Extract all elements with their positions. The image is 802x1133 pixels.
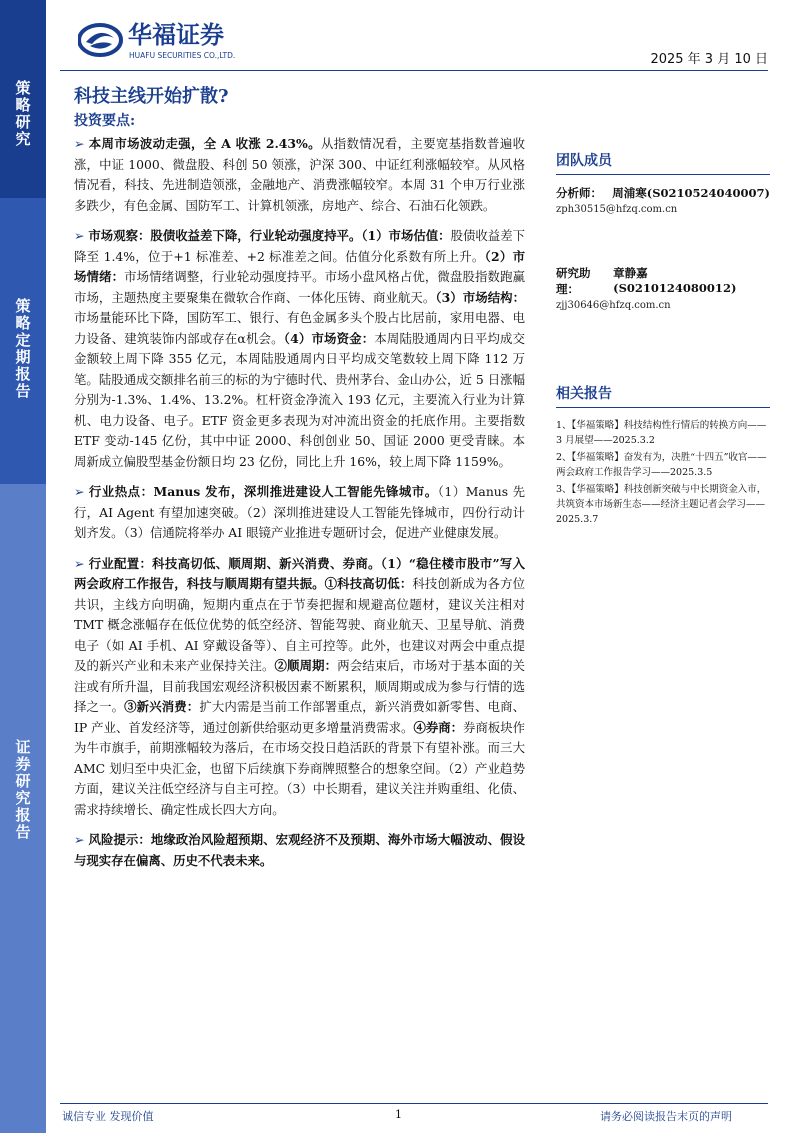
paragraph-subhead: ③新兴消费： (124, 699, 200, 714)
team-heading: 团队成员 (556, 150, 770, 175)
paragraph-industry-hotspot (74, 482, 525, 544)
sidebar-label-report: 证券研究报告 (13, 739, 32, 841)
company-logo (78, 18, 288, 64)
report-title: 科技主线开始扩散? (74, 86, 229, 107)
logo-name-cn: 华福证券 (128, 21, 224, 49)
header-divider (60, 70, 768, 71)
footer-disclaimer: 请务必阅读报告末页的声明 (600, 1110, 732, 1123)
paragraph-lead: 风险提示：地缘政治风险超预期、宏观经济不及预期、海外市场大幅波动、假设与现实存在偏离、历史不代表未来。 (74, 832, 525, 868)
paragraph-lead: 行业热点：Manus 发布，深圳推进建设人工智能先锋城市。 (88, 484, 438, 499)
paragraph-lead: 本周市场波动走强，全 A 收涨 2.43%。 (88, 136, 321, 151)
paragraph-subhead: （4）市场资金： (283, 330, 375, 346)
paragraph-subhead: （2）市场情绪： (74, 248, 525, 284)
member-role: 研究助理： (556, 266, 591, 296)
paragraph-text: 扩大内需是当前工作部署重点，新兴消费如新零售、电商、IP 产业、首发经济等，通过创新供给驱动更多增量消费需求。 (74, 699, 526, 735)
sidebar-segment-category (0, 0, 46, 198)
related-reports-heading: 相关报告 (556, 383, 770, 408)
paragraph-subhead: ④券商： (413, 719, 464, 735)
sidebar-label-type: 策略定期报告 (13, 298, 32, 400)
report-subtitle: 投资要点: (74, 113, 136, 129)
paragraph-lead: 行业配置：科技高切低、顺周期、新兴消费、券商。（1）“稳住楼市股市”写入两会政府工作报告，科技与顺周期有望共振。①科技高切低： (74, 555, 525, 591)
right-column (556, 150, 770, 529)
sidebar (0, 0, 46, 1133)
paragraph-market-observation (74, 226, 525, 472)
member-name: 周浦寒(S0210524040007) (612, 186, 770, 200)
sidebar-segment-report (0, 484, 46, 1133)
paragraph-text: 两会结束后，市场对于基本面的关注或有所升温，目前我国宏观经济积极因素不断累积，顺周期或成为参与行情的选择之一。 (74, 658, 526, 714)
bullet-arrow-icon: ➢ (74, 228, 85, 243)
bullet-arrow-icon: ➢ (74, 555, 85, 571)
team-member (556, 185, 770, 215)
bullet-arrow-icon: ➢ (74, 832, 85, 847)
member-role: 分析师： (556, 186, 602, 200)
sidebar-segment-type (0, 198, 46, 484)
paragraph-text: 券商板块作为牛市旗手，前期涨幅较为落后，在市场交投日趋活跃的背景下有望补涨。而三大 AMC 划归至中央汇金，也留下后续旗下券商牌照整合的想象空间。（2）产业趋势方面，建议关注低空经济与自主可控。（3）中长期看，建议关注并购重组、化债、需求持续增长、确定性成长四大方向。 (74, 719, 526, 817)
sidebar-label-category: 策略研究 (13, 80, 32, 148)
paragraph-text: 市场情绪调整，行业轮动强度持平。市场小盘风格占优，微盘股指数跑赢市场，主题热度主要聚集在微软合作商、一体化压铸、商业航天。 (74, 269, 526, 305)
logo-name-en: HUAFU SECURITIES CO.,LTD. (129, 51, 236, 60)
paragraph-subhead: ②顺周期： (274, 658, 338, 673)
member-email[interactable]: zjj30646@hfzq.com.cn (556, 300, 671, 311)
paragraph-text: 从指数情况看，主要宽基指数普遍收涨，中证 1000、微盘股、科创 50 领涨，沪深 300、中证红利涨幅较窄。从风格情况看，科技、先进制造领涨，金融地产、消费涨幅较窄。本周 31 个申万行业涨多跌少，有色金属、国防军工、计算机领涨，房地产、综合、石油石化领跌。 (74, 136, 526, 213)
bullet-arrow-icon: ➢ (74, 136, 85, 151)
report-date: 2025 年 3 月 10 日 (650, 52, 768, 67)
page-number: 1 (395, 1108, 402, 1121)
paragraph-lead: 市场观察：股债收益差下降，行业轮动强度持平。（1）市场估值： (88, 228, 451, 243)
paragraph-text: 科技创新成为各方位共识，主线方向明确，短期内重点在于节奏把握和规避高位题材，建议关注相对 TMT 概念涨幅存在低位优势的低空经济、智能驾驶、商业航天、卫星导航、消费电子（如 AI 手机、AI 穿戴设备等）、自主可控等。此外，也建议对两会中重点提及的新兴产业和未来产业保持关注。 (74, 576, 526, 673)
main-content (74, 134, 525, 881)
paragraph-market-overview (74, 134, 525, 216)
related-report-item[interactable]: 3、【华福策略】科技创新突破与中长期资金入市，共筑资本市场新生态——经济主题记者会学习——2025.3.7 (556, 484, 767, 525)
member-email[interactable]: zph30515@hfzq.com.cn (556, 204, 678, 215)
footer-divider (60, 1103, 768, 1104)
paragraph-industry-allocation (74, 554, 525, 821)
team-member (556, 265, 770, 311)
related-report-item[interactable]: 1、【华福策略】科技结构性行情后的转换方向——3 月展望——2025.3.2 (556, 420, 767, 446)
paragraph-subhead: （3）市场结构： (435, 289, 526, 305)
paragraph-risk (74, 830, 525, 871)
paragraph-text: 市场量能环比下降，国防军工、银行、有色金属多头个股占比居前，家用电器、电力设备、建筑装饰内部或存在α机会。 (74, 310, 525, 346)
member-name: 章静嘉(S0210124080012) (613, 266, 737, 295)
bullet-arrow-icon: ➢ (74, 484, 85, 499)
paragraph-text: 股债收益差下降至 1.4%，位于+1 标准差、+2 标准差之间。估值分化系数有所上升。 (74, 228, 526, 264)
paragraph-text: （1）Manus 先行，AI Agent 有望加速突破。（2）深圳推进建设人工智能先锋城市，四份行动计划齐发。（3）信通院将举办 AI 眼镜产业推进专题研讨会，促进产业健康发展。 (74, 484, 525, 540)
logo-emblem-icon (78, 18, 288, 64)
related-report-item[interactable]: 2、【华福策略】奋发有为，决胜“十四五”收官——两会政府工作报告学习——2025.3.5 (556, 452, 767, 478)
footer-slogan: 诚信专业 发现价值 (62, 1110, 154, 1123)
paragraph-text: 本周陆股通周内日平均成交金额较上周下降 355 亿元，本周陆股通周内日平均成交笔数较上周下降 112 万笔。陆股通成交额排名前三的标的为宁德时代、贵州茅台、金山办公，近 5 日涨幅分别为-1.3%、1.4%、13.2%。杠杆资金净流入 193 亿元，主要流入行业为计算机、电力设备、电子。ETF 资金更多表现为对冲流出资金的托底作用。主要指数 ETF 变动-145 亿份，其中中证 2000、科创创业 50、国证 2000 更受青睐。本周新成立偏股型基金份额日均 23 亿份，同比上升 16%，较上周下降 1159%。 (74, 330, 525, 469)
